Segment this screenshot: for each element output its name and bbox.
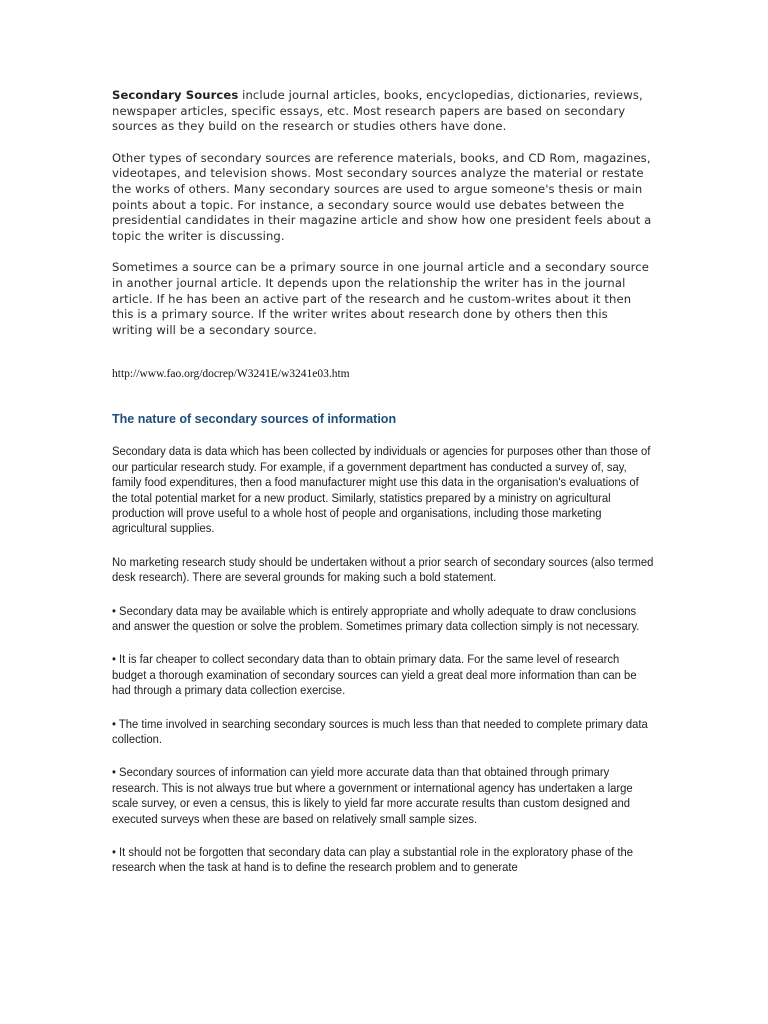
intro-paragraph-1 [112,88,652,135]
bullet-paragraph: • Secondary data may be available which is entirely appropriate and wholly adequate to draw conclusions and answer the question or solve the problem. Sometimes primary data collection simply is not necessary. [112,603,640,633]
intro-paragraph-2: Other types of secondary sources are reference materials, books, and CD Rom, magazines, videotapes, and television shows. Most secondary sources analyze the material or restate the works of others. Many secondary sources are used to argue someone's thesis or main points about a topic. For instance, a secondary source would use debates between the presidential candidates in their magazine article and show how one president feels about a topic the writer is discussing. [112,150,652,243]
bullet-paragraph: • Secondary sources of information can yield more accurate data than that obtained through primary research. This is not always true but where a government or international agency has undertaken a large scale survey, or even a census, this is likely to yield far more accurate results than custom designed and executed surveys when these are based on relatively small sample sizes. [112,765,633,826]
secondary-sources-term: Secondary Sources [112,88,239,102]
source-url: http://www.fao.org/docrep/W3241E/w3241e03.htm [112,368,350,381]
intro-section [112,88,652,338]
document-page [112,88,652,894]
bullet-paragraph: • It should not be forgotten that secondary data can play a substantial role in the exploratory phase of the research when the task at hand is to define the research problem and to generate [112,845,634,875]
bullet-paragraph: • It is far cheaper to collect secondary data than to obtain primary data. For the same level of research budget a thorough examination of secondary sources can yield a great deal more information than can be had through a primary data collection exercise. [112,652,637,698]
section-heading: The nature of secondary sources of information [112,412,397,427]
section-paragraph: No marketing research study should be undertaken without a prior search of secondary sources (also termed desk research). There are several grounds for making such a bold statement. [112,554,654,585]
section-body [112,444,654,876]
bullet-paragraph: • The time involved in searching secondary sources is much less than that needed to complete primary data collection. [112,716,648,746]
intro-paragraph-1-text: include journal articles, books, encyclopedias, dictionaries, reviews, newspaper articles, specific essays, etc. Most research papers are based on secondary sources as they build on the research or studies others have done. [112,88,643,134]
section-paragraph: Secondary data is data which has been collected by individuals or agencies for purposes other than those of our particular research study. For example, if a government department has conducted a survey of, say, family food expenditures, then a food manufacturer might use this data in the organisation's evaluations of the total potential market for a new product. Similarly, statistics prepared by a ministry on agricultural production will prove useful to a whole host of people and organisations, including those marketing agricultural supplies. [112,444,651,536]
intro-paragraph-3: Sometimes a source can be a primary source in one journal article and a secondary source in another journal article. It depends upon the relationship the writer has in the journal article. If he has been an active part of the research and he custom-writes about it then this is a primary source. If the writer writes about research done by others then this writing will be a secondary source. [112,260,649,337]
